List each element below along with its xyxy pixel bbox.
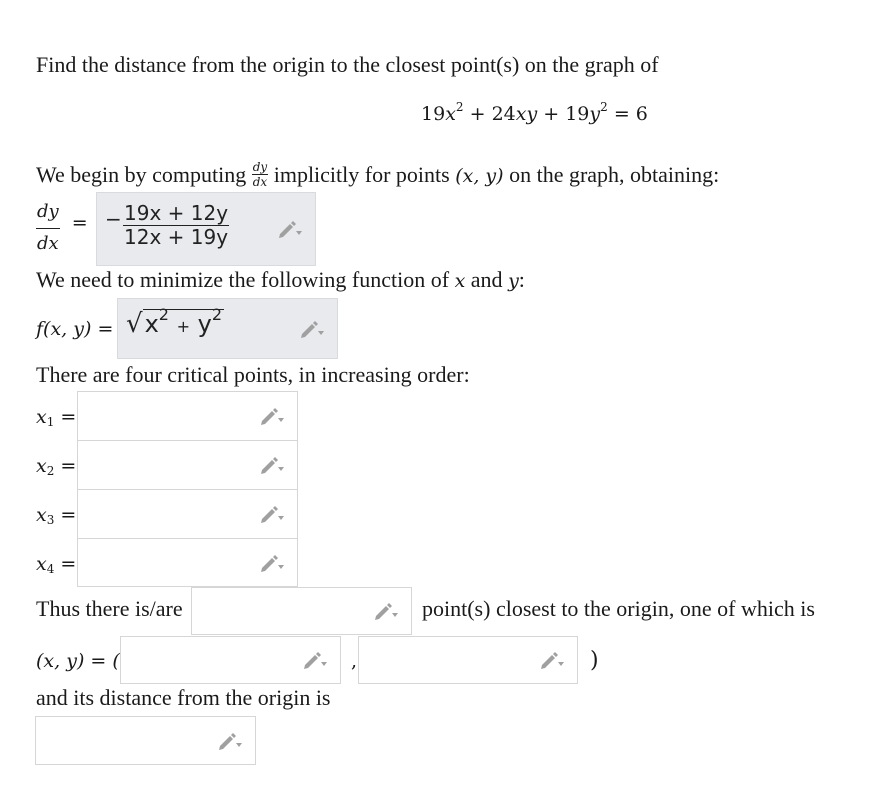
dydx-label: $\frac{dy}{dx}$ = [37,201,88,254]
problem-equation: $19x^2 + 24xy + 19y^2 = 6$ [421,100,648,125]
point-y-answer-box[interactable] [358,636,578,684]
dydx-inline-fraction: $\frac{dy}{dx}$ [252,160,268,190]
function-label: f(x, y) = [36,318,114,340]
x4-answer-box[interactable] [77,538,298,587]
x3-label: $x_3$ = [36,504,77,527]
count-answer-box[interactable] [191,587,412,635]
pencil-dropdown-icon[interactable] [373,602,399,620]
dydx-answer-fraction: $\frac{19x + 12y}{12x + 19y}$ [124,201,229,249]
minimize-instruction: We need to minimize the following function of x and y: [36,267,525,292]
pencil-dropdown-icon[interactable] [539,651,565,669]
point-x-answer-box[interactable] [120,636,341,684]
x1-answer-box[interactable] [77,391,298,441]
x3-answer-box[interactable] [77,489,298,539]
critical-points-instruction: There are four critical points, in increasing order: [36,362,470,387]
x1-label: $x_1$ = [36,406,77,429]
distance-instruction: and its distance from the origin is [36,685,331,710]
conclusion-before: Thus there is/are [36,596,183,621]
answer-sign: − [105,207,122,231]
problem-statement: Find the distance from the origin to the closest point(s) on the graph of [36,52,659,77]
derivative-instruction: We begin by computing $\frac{dy}{dx}$ implicitly for points (x, y) on the graph, obtaining: [36,160,720,190]
pencil-dropdown-icon[interactable] [299,320,325,338]
pencil-dropdown-icon[interactable] [302,651,328,669]
pencil-dropdown-icon[interactable] [259,554,285,572]
x2-answer-box[interactable] [77,440,298,490]
pencil-dropdown-icon[interactable] [277,220,303,238]
point-comma: , [351,650,358,672]
pencil-dropdown-icon[interactable] [259,505,285,523]
x2-label: $x_2$ = [36,455,77,478]
pencil-dropdown-icon[interactable] [259,456,285,474]
point-label: (x, y) = ( [36,650,120,672]
distance-answer-box[interactable] [35,716,256,765]
dydx-answer-box[interactable] [96,192,316,266]
function-answer-box[interactable] [117,298,338,359]
pencil-dropdown-icon[interactable] [259,407,285,425]
conclusion-after: point(s) closest to the origin, one of which is [422,596,815,621]
pencil-dropdown-icon[interactable] [217,732,243,750]
sqrt-expression: $√x^2 + y^2$ [126,305,223,339]
x4-label: $x_4$ = [36,553,77,576]
point-close-paren: ) [590,648,599,673]
